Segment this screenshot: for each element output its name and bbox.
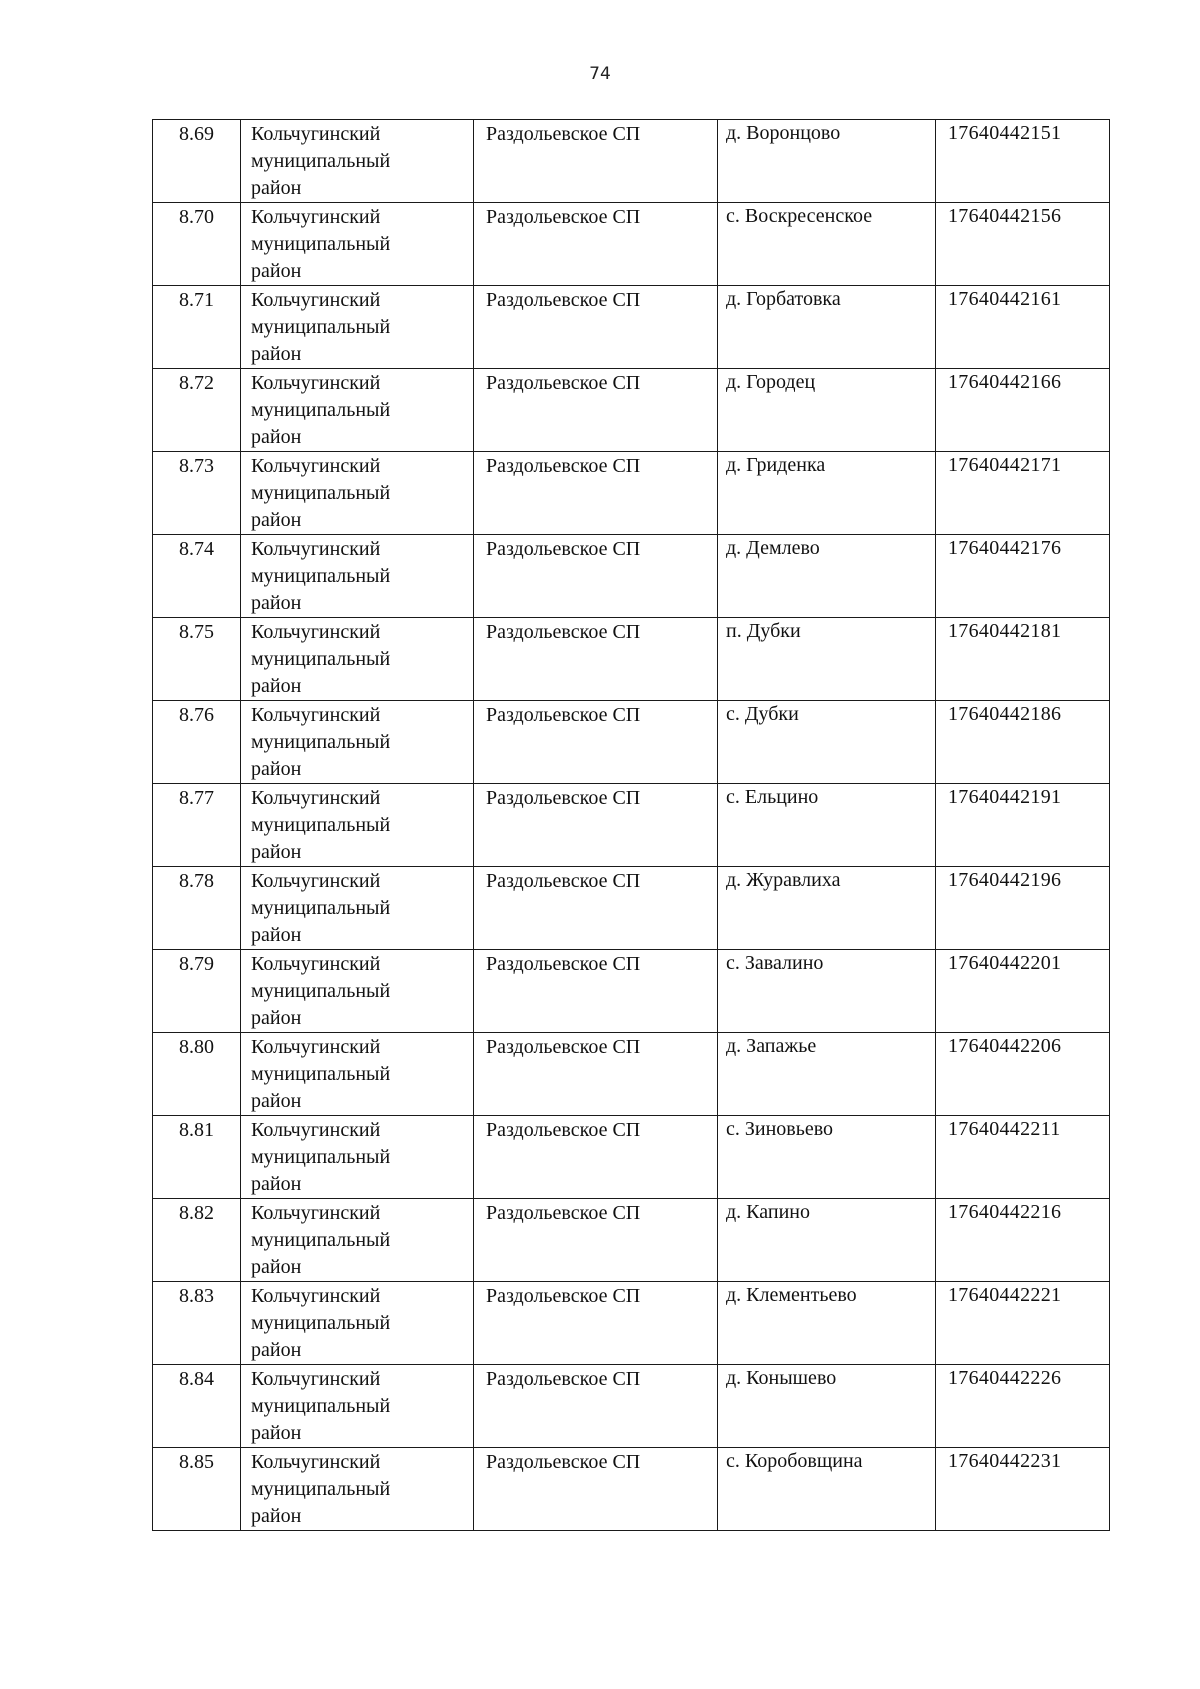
settlement-cell: [474, 1365, 718, 1448]
row-number-cell: [153, 1448, 241, 1531]
district-cell: [241, 120, 474, 203]
locality-cell: [718, 1448, 936, 1531]
table-row: [153, 701, 1110, 784]
row-number-cell: [153, 203, 241, 286]
locality-cell: [718, 452, 936, 535]
oktmo-code-cell: [936, 203, 1110, 286]
locality-cell-text: п. Дубки: [726, 620, 801, 642]
locality-cell: [718, 535, 936, 618]
settlement-cell-text: Раздольевское СП: [486, 621, 641, 643]
oktmo-code-cell-text: 17640442231: [948, 1450, 1062, 1472]
oktmo-code-cell: [936, 618, 1110, 701]
settlement-cell-text: Раздольевское СП: [486, 538, 641, 560]
oktmo-code-cell: [936, 867, 1110, 950]
row-number-cell: [153, 452, 241, 535]
oktmo-code-cell: [936, 1365, 1110, 1448]
district-cell-text: Кольчугинский муниципальный район: [251, 787, 391, 863]
district-cell: [241, 950, 474, 1033]
district-cell: [241, 203, 474, 286]
settlement-cell: [474, 203, 718, 286]
row-number-cell-text: 8.79: [179, 953, 214, 975]
locality-cell: [718, 1199, 936, 1282]
locality-cell: [718, 950, 936, 1033]
settlement-cell-text: Раздольевское СП: [486, 870, 641, 892]
row-number-cell: [153, 1282, 241, 1365]
settlement-cell: [474, 1448, 718, 1531]
district-cell-text: Кольчугинский муниципальный район: [251, 870, 391, 946]
district-cell-text: Кольчугинский муниципальный район: [251, 372, 391, 448]
table-row: [153, 1365, 1110, 1448]
oktmo-code-cell: [936, 1282, 1110, 1365]
district-cell-text: Кольчугинский муниципальный район: [251, 1368, 391, 1444]
oktmo-code-cell-text: 17640442181: [948, 620, 1062, 642]
row-number-cell-text: 8.69: [179, 123, 214, 145]
locality-cell-text: с. Коробовщина: [726, 1450, 863, 1472]
locality-cell-text: с. Зиновьево: [726, 1118, 834, 1140]
settlement-cell-text: Раздольевское СП: [486, 1119, 641, 1141]
district-cell-text: Кольчугинский муниципальный район: [251, 1451, 391, 1527]
oktmo-code-cell-text: 17640442221: [948, 1284, 1062, 1306]
oktmo-code-cell: [936, 120, 1110, 203]
table-row: [153, 1116, 1110, 1199]
oktmo-code-cell-text: 17640442226: [948, 1367, 1062, 1389]
settlement-cell-text: Раздольевское СП: [486, 953, 641, 975]
row-number-cell-text: 8.85: [179, 1451, 214, 1473]
row-number-cell-text: 8.73: [179, 455, 214, 477]
row-number-cell-text: 8.74: [179, 538, 214, 560]
oktmo-code-cell: [936, 1116, 1110, 1199]
settlement-cell: [474, 1282, 718, 1365]
settlement-cell: [474, 1033, 718, 1116]
table-row: [153, 120, 1110, 203]
table-row: [153, 618, 1110, 701]
row-number-cell-text: 8.70: [179, 206, 214, 228]
table-row: [153, 1033, 1110, 1116]
locality-cell: [718, 120, 936, 203]
locality-cell: [718, 1033, 936, 1116]
row-number-cell: [153, 286, 241, 369]
oktmo-code-cell: [936, 950, 1110, 1033]
district-cell-text: Кольчугинский муниципальный район: [251, 953, 391, 1029]
row-number-cell: [153, 535, 241, 618]
table-row: [153, 203, 1110, 286]
table-row: [153, 950, 1110, 1033]
row-number-cell-text: 8.76: [179, 704, 214, 726]
district-cell-text: Кольчугинский муниципальный район: [251, 704, 391, 780]
oktmo-code-cell: [936, 784, 1110, 867]
oktmo-code-cell-text: 17640442201: [948, 952, 1062, 974]
district-cell: [241, 1116, 474, 1199]
oktmo-code-cell-text: 17640442151: [948, 122, 1062, 144]
settlement-cell: [474, 535, 718, 618]
row-number-cell: [153, 784, 241, 867]
district-cell-text: Кольчугинский муниципальный район: [251, 621, 391, 697]
table-row: [153, 1282, 1110, 1365]
oktmo-code-cell-text: 17640442166: [948, 371, 1062, 393]
district-cell: [241, 701, 474, 784]
settlement-cell-text: Раздольевское СП: [486, 1285, 641, 1307]
district-cell: [241, 1033, 474, 1116]
locality-cell-text: д. Городец: [726, 371, 816, 393]
locality-cell-text: д. Гриденка: [726, 454, 826, 476]
settlement-cell-text: Раздольевское СП: [486, 372, 641, 394]
locality-cell-text: с. Дубки: [726, 703, 799, 725]
row-number-cell: [153, 120, 241, 203]
oktmo-code-cell-text: 17640442206: [948, 1035, 1062, 1057]
settlement-cell-text: Раздольевское СП: [486, 123, 641, 145]
settlement-cell: [474, 452, 718, 535]
oktmo-code-cell-text: 17640442216: [948, 1201, 1062, 1223]
oktmo-code-cell: [936, 369, 1110, 452]
settlement-cell-text: Раздольевское СП: [486, 1451, 641, 1473]
locality-registry-table: [152, 119, 1110, 1531]
locality-cell-text: д. Конышево: [726, 1367, 837, 1389]
locality-cell: [718, 286, 936, 369]
district-cell: [241, 1448, 474, 1531]
row-number-cell: [153, 867, 241, 950]
table-row: [153, 867, 1110, 950]
table-row: [153, 535, 1110, 618]
oktmo-code-cell: [936, 1033, 1110, 1116]
row-number-cell: [153, 701, 241, 784]
settlement-cell-text: Раздольевское СП: [486, 289, 641, 311]
settlement-cell-text: Раздольевское СП: [486, 455, 641, 477]
settlement-cell: [474, 618, 718, 701]
settlement-cell-text: Раздольевское СП: [486, 1036, 641, 1058]
district-cell: [241, 1199, 474, 1282]
table-row: [153, 286, 1110, 369]
table-row: [153, 1199, 1110, 1282]
locality-cell-text: д. Запажье: [726, 1035, 817, 1057]
settlement-cell-text: Раздольевское СП: [486, 1368, 641, 1390]
page-number: 74: [589, 64, 611, 84]
row-number-cell-text: 8.82: [179, 1202, 214, 1224]
locality-cell-text: д. Клементьево: [726, 1284, 857, 1306]
locality-cell: [718, 701, 936, 784]
table-body: [153, 120, 1110, 1531]
district-cell: [241, 535, 474, 618]
district-cell: [241, 1282, 474, 1365]
district-cell-text: Кольчугинский муниципальный район: [251, 123, 391, 199]
district-cell: [241, 618, 474, 701]
locality-cell-text: с. Завалино: [726, 952, 824, 974]
oktmo-code-cell: [936, 1199, 1110, 1282]
row-number-cell: [153, 1199, 241, 1282]
district-cell-text: Кольчугинский муниципальный район: [251, 1036, 391, 1112]
district-cell: [241, 1365, 474, 1448]
oktmo-code-cell-text: 17640442196: [948, 869, 1062, 891]
row-number-cell-text: 8.72: [179, 372, 214, 394]
locality-cell-text: с. Воскресенское: [726, 205, 873, 227]
district-cell: [241, 286, 474, 369]
row-number-cell: [153, 1116, 241, 1199]
settlement-cell: [474, 120, 718, 203]
row-number-cell: [153, 950, 241, 1033]
row-number-cell-text: 8.80: [179, 1036, 214, 1058]
table-row: [153, 784, 1110, 867]
row-number-cell: [153, 1365, 241, 1448]
oktmo-code-cell-text: 17640442186: [948, 703, 1062, 725]
district-cell-text: Кольчугинский муниципальный район: [251, 1202, 391, 1278]
locality-cell-text: д. Капино: [726, 1201, 810, 1223]
settlement-cell: [474, 867, 718, 950]
table-row: [153, 369, 1110, 452]
settlement-cell: [474, 950, 718, 1033]
settlement-cell-text: Раздольевское СП: [486, 206, 641, 228]
row-number-cell-text: 8.75: [179, 621, 214, 643]
locality-cell: [718, 203, 936, 286]
locality-cell: [718, 1116, 936, 1199]
settlement-cell: [474, 784, 718, 867]
settlement-cell: [474, 369, 718, 452]
settlement-cell: [474, 1199, 718, 1282]
row-number-cell: [153, 618, 241, 701]
locality-cell: [718, 1365, 936, 1448]
locality-cell-text: д. Воронцово: [726, 122, 841, 144]
table-row: [153, 1448, 1110, 1531]
locality-cell: [718, 867, 936, 950]
row-number-cell-text: 8.78: [179, 870, 214, 892]
district-cell-text: Кольчугинский муниципальный район: [251, 538, 391, 614]
locality-cell: [718, 784, 936, 867]
oktmo-code-cell-text: 17640442191: [948, 786, 1062, 808]
district-cell: [241, 867, 474, 950]
row-number-cell-text: 8.83: [179, 1285, 214, 1307]
settlement-cell: [474, 1116, 718, 1199]
oktmo-code-cell: [936, 701, 1110, 784]
settlement-cell: [474, 286, 718, 369]
oktmo-code-cell-text: 17640442176: [948, 537, 1062, 559]
locality-cell-text: д. Демлево: [726, 537, 820, 559]
row-number-cell-text: 8.71: [179, 289, 214, 311]
row-number-cell-text: 8.81: [179, 1119, 214, 1141]
settlement-cell: [474, 701, 718, 784]
locality-cell: [718, 369, 936, 452]
locality-cell-text: д. Горбатовка: [726, 288, 841, 310]
settlement-cell-text: Раздольевское СП: [486, 1202, 641, 1224]
settlement-cell-text: Раздольевское СП: [486, 704, 641, 726]
district-cell-text: Кольчугинский муниципальный район: [251, 1285, 391, 1361]
settlement-cell-text: Раздольевское СП: [486, 787, 641, 809]
district-cell: [241, 369, 474, 452]
oktmo-code-cell: [936, 1448, 1110, 1531]
oktmo-code-cell-text: 17640442156: [948, 205, 1062, 227]
oktmo-code-cell: [936, 286, 1110, 369]
oktmo-code-cell-text: 17640442171: [948, 454, 1062, 476]
district-cell-text: Кольчугинский муниципальный район: [251, 1119, 391, 1195]
row-number-cell: [153, 1033, 241, 1116]
district-cell: [241, 452, 474, 535]
locality-cell: [718, 1282, 936, 1365]
row-number-cell: [153, 369, 241, 452]
locality-cell-text: д. Журавлиха: [726, 869, 841, 891]
locality-cell-text: с. Ельцино: [726, 786, 819, 808]
oktmo-code-cell: [936, 452, 1110, 535]
district-cell: [241, 784, 474, 867]
oktmo-code-cell: [936, 535, 1110, 618]
district-cell-text: Кольчугинский муниципальный район: [251, 206, 391, 282]
oktmo-code-cell-text: 17640442211: [948, 1118, 1061, 1140]
row-number-cell-text: 8.84: [179, 1368, 214, 1390]
table-row: [153, 452, 1110, 535]
locality-cell: [718, 618, 936, 701]
row-number-cell-text: 8.77: [179, 787, 214, 809]
district-cell-text: Кольчугинский муниципальный район: [251, 455, 391, 531]
district-cell-text: Кольчугинский муниципальный район: [251, 289, 391, 365]
oktmo-code-cell-text: 17640442161: [948, 288, 1062, 310]
